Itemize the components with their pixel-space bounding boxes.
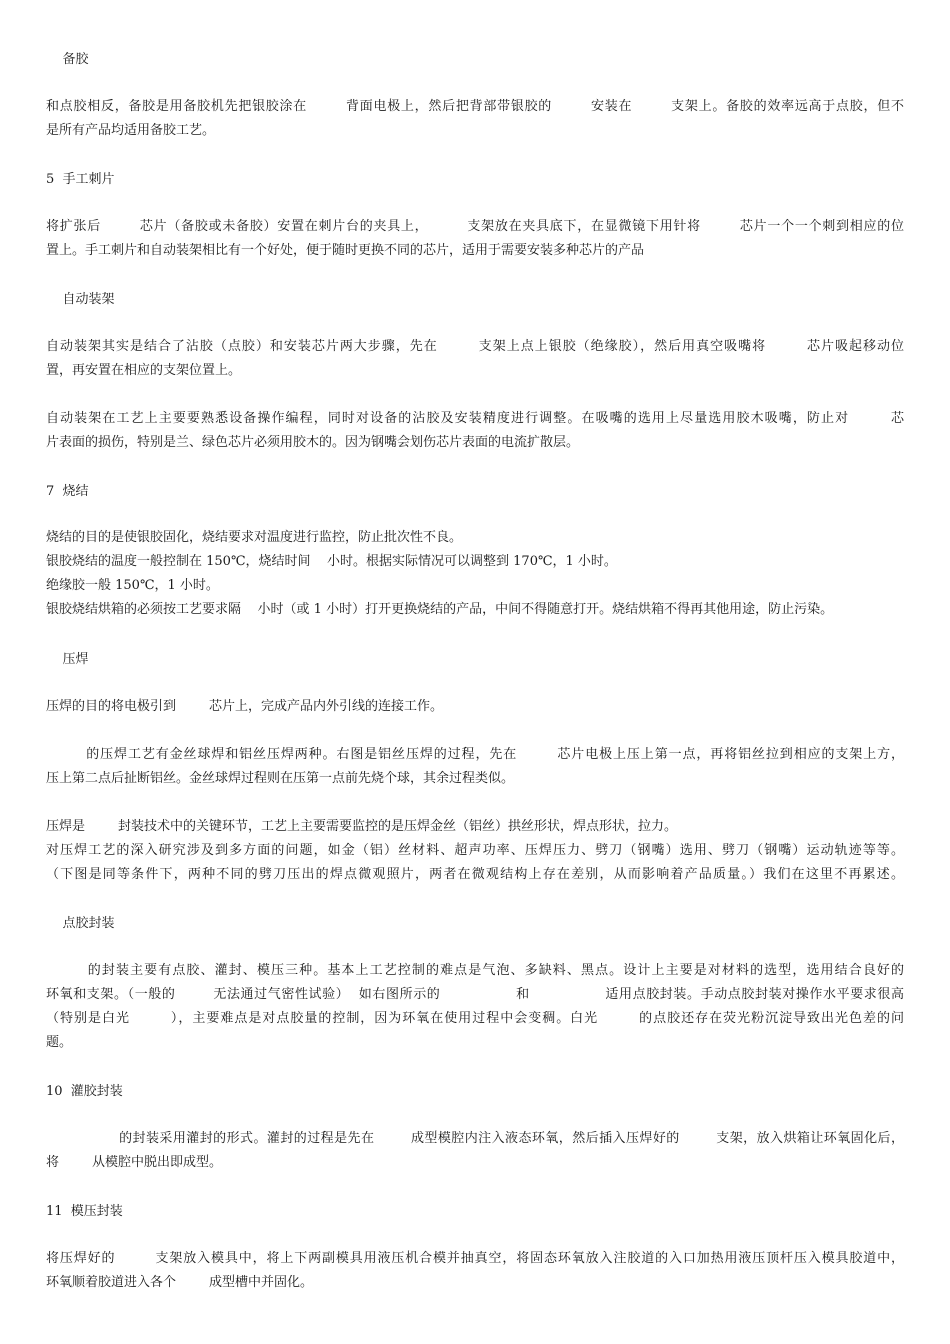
paragraph-line: 的封装采用灌封的形式。灌封的过程是先在 成型模腔内注入液态环氧，然后插入压焊好的 支架，放入烘箱让环氧固化后， [46, 1131, 904, 1146]
paragraph-line: 烧结的目的是使银胶固化，烧结要求对温度进行监控，防止批次性不良。 [46, 530, 463, 545]
paragraph-line: 的封装主要有点胶、灌封、模压三种。基本上工艺控制的难点是气泡、多缺料、黑点。设计上主要是对材料的选型，选用结合良好的 [46, 963, 904, 978]
paragraph-line: （下图是同等条件下，两种不同的劈刀压出的焊点微观照片，两者在微观结构上存在差别，从而影响着产品质量。）我们在这里不再累述。 [46, 867, 904, 882]
paragraph-line: 和点胶相反，备胶是用备胶机先把银胶涂在 背面电极上，然后把背部带银胶的 安装在 支架上。备胶的效率远高于点胶，但不 [46, 99, 904, 114]
paragraph-line: 置，再安置在相应的支架位置上。 [46, 363, 242, 378]
paragraph-line: 压焊是 封装技术中的关键环节，工艺上主要需要监控的是压焊金丝（铝丝）拱丝形状，焊点形状，拉力。 [46, 819, 678, 834]
paragraph-line: 压焊的目的将电极引到 芯片上，完成产品内外引线的连接工作。 [46, 699, 444, 714]
paragraph-line: 的压焊工艺有金丝球焊和铝丝压焊两种。右图是铝丝压焊的过程，先在 芯片电极上压上第一点，再将铝丝拉到相应的支架上方， [46, 747, 904, 762]
heading-dispense-encapsulation: 点胶封装 [46, 916, 115, 931]
paragraph-line: 将扩张后 芯片（备胶或未备胶）安置在刺片台的夹具上， 支架放在夹具底下，在显微镜下用针将 芯片一个一个刺到相应的位 [46, 219, 904, 234]
paragraph-line: 是所有产品均适用备胶工艺。 [46, 123, 216, 138]
paragraph-line: 对压焊工艺的深入研究涉及到多方面的问题，如金（铝）丝材料、超声功率、压焊压力、劈刀（钢嘴）选用、劈刀（钢嘴）运动轨迹等等。 [46, 843, 904, 858]
heading-potting: 10 灌胶封装 [46, 1084, 123, 1099]
paragraph-line: 自动装架其实是结合了沾胶（点胶）和安装芯片两大步骤，先在 支架上点上银胶（绝缘胶），然后用真空吸嘴将 芯片吸起移动位 [46, 339, 904, 354]
paragraph-line: 绝缘胶一般 150℃，1 小时。 [46, 578, 219, 593]
paragraph-line: 将压焊好的 支架放入模具中，将上下两副模具用液压机合模并抽真空，将固态环氧放入注胶道的入口加热用液压顶杆压入模具胶道中， [46, 1251, 904, 1266]
paragraph-line: 环氧顺着胶道进入各个 成型槽中并固化。 [46, 1275, 314, 1290]
heading-molding: 11 模压封装 [46, 1204, 123, 1219]
heading-wire-bonding: 压焊 [46, 652, 89, 667]
paragraph-line: 题。 [46, 1035, 73, 1050]
paragraph-line: （特别是白光 ），主要难点是对点胶量的控制，因为环氧在使用过程中会变稠。白光 的点胶还存在荧光粉沉淀导致出光色差的问 [46, 1011, 904, 1026]
paragraph-line: 置上。手工刺片和自动装架相比有一个好处，便于随时更换不同的芯片，适用于需要安装多种芯片的产品 [46, 243, 645, 258]
heading-sintering: 7 烧结 [46, 484, 89, 499]
paragraph-line: 片表面的损伤，特别是兰、绿色芯片必须用胶木的。因为钢嘴会划伤芯片表面的电流扩散层。 [46, 435, 580, 450]
paragraph-line: 将 从模腔中脱出即成型。 [46, 1155, 223, 1170]
paragraph-line: 环氧和支架。（一般的 无法通过气密性试验） 如右图所示的 和 适用点胶封装。手动点胶封装对操作水平要求很高 [46, 987, 904, 1002]
paragraph-line: 银胶烧结烘箱的必须按工艺要求隔 小时（或 1 小时）打开更换烧结的产品，中间不得随意打开。烧结烘箱不得再其他用途，防止污染。 [46, 602, 834, 617]
heading-bei-jiao: 备胶 [46, 52, 89, 67]
paragraph-line: 自动装架在工艺上主要要熟悉设备操作编程，同时对设备的沾胶及安装精度进行调整。在吸嘴的选用上尽量选用胶木吸嘴，防止对 芯 [46, 411, 904, 426]
heading-manual-die-pick: 5 手工刺片 [46, 172, 115, 187]
paragraph-line: 银胶烧结的温度一般控制在 150℃，烧结时间 小时。根据实际情况可以调整到 170℃，1 小时。 [46, 554, 617, 569]
heading-auto-mount: 自动装架 [46, 292, 115, 307]
paragraph-line: 压上第二点后扯断铝丝。金丝球焊过程则在压第一点前先烧个球，其余过程类似。 [46, 771, 515, 786]
